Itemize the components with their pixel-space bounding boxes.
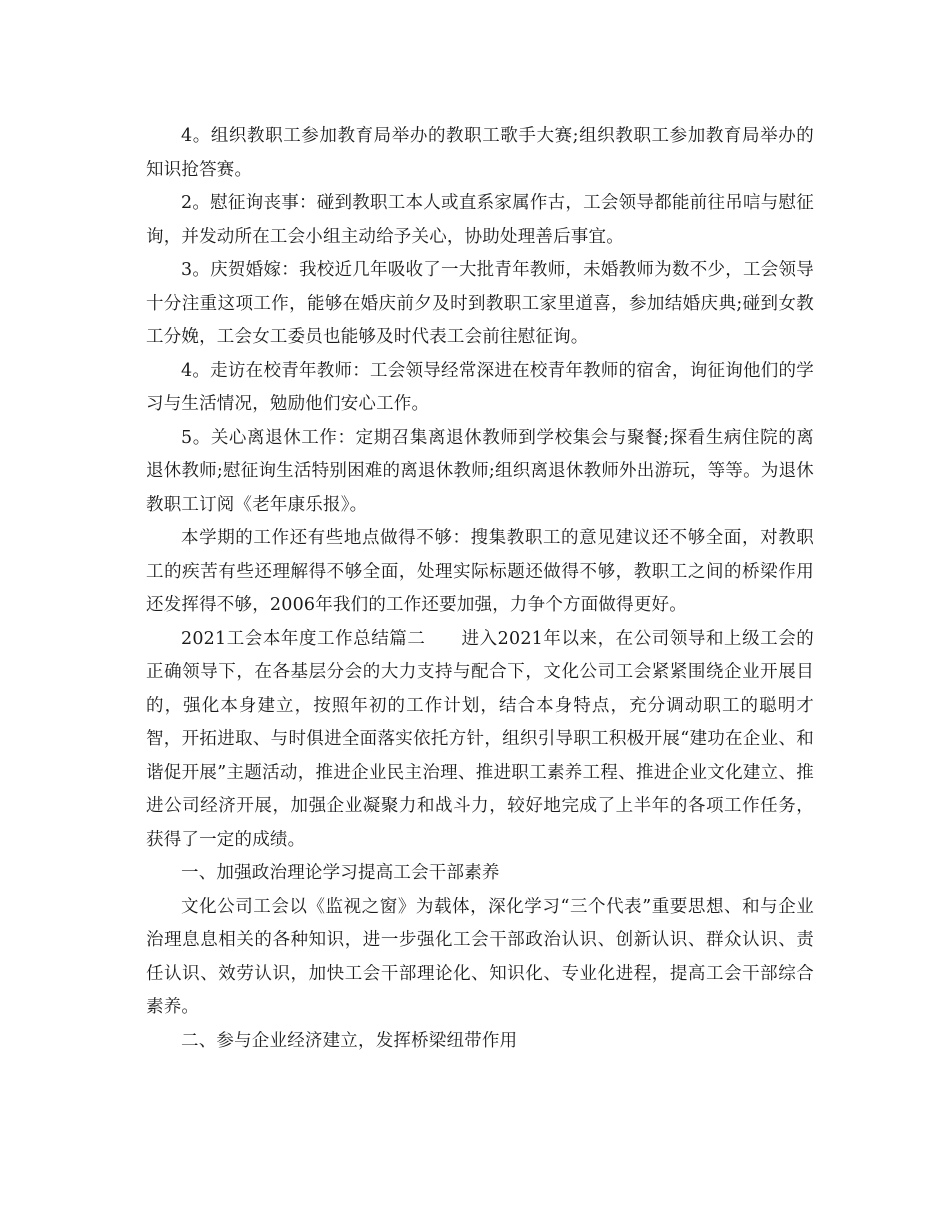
paragraph-shortcomings: 本学期的工作还有些地点做得不够：搜集教职工的意见建议还不够全面，对教职工的疾苦有些还理解得不够全面，处理实际标题还做得不够，教职工之间的桥梁作用还发挥得不够，2006年我们的工作还要加强，力争个方面做得更好。 bbox=[146, 528, 814, 615]
paragraph-retirees: 5。关心离退休工作：定期召集离退休教师到学校集会与聚餐;探看生病住院的离退休教师;慰征询生活特别困难的离退休教师;组织离退休教师外出游玩，等等。为退休教职工订阅《老年康乐报》。 bbox=[146, 427, 814, 515]
paragraph-young-teachers: 4。走访在校青年教师：工会领导经常深进在校青年教师的宿舍，询征询他们的学习与生活情况，勉励他们安心工作。 bbox=[146, 360, 814, 414]
paragraph-condolence: 2。慰征询丧事：碰到教职工本人或直系家属作古，工会领导都能前往吊唁与慰征询，并发动所在工会小组主动给予关心，协助处理善后事宜。 bbox=[146, 193, 814, 247]
section-heading-one: 一、加强政治理论学习提高工会干部素养 bbox=[181, 863, 500, 883]
document-body bbox=[146, 120, 814, 1058]
paragraph-political-study: 文化公司工会以《监视之窗》为载体，深化学习“三个代表”重要思想、和与企业治理息息相关的各种知识，进一步强化工会干部政治认识、创新认识、群众认识、责任认识、效劳认识，加快工会干部理论化、知识化、专业化进程，提高工会干部综合素养。 bbox=[146, 896, 814, 1017]
paragraph-summary-part-two: 2021工会本年度工作总结篇二 进入2021年以来，在公司领导和上级工会的正确领导下，在各基层分会的大力支持与配合下，文化公司工会紧紧围绕企业开展目的，强化本身建立，按照年初的工作计划，结合本身特点，充分调动职工的聪明才智，开拓进取、与时俱进全面落实依托方针，组织引导职工积极开展“建功在企业、和谐促开展”主题活动，推进企业民主治理、推进职工素养工程、推进企业文化建立、推进公司经济开展，加强企业凝聚力和战斗力，较好地完成了上半年的各项工作任务，获得了一定的成绩。 bbox=[146, 628, 814, 850]
paragraph-activities-competitions: 4。组织教职工参加教育局举办的教职工歌手大赛;组织教职工参加教育局举办的知识抢答赛。 bbox=[146, 126, 814, 180]
section-heading-two: 二、参与企业经济建立，发挥桥梁纽带作用 bbox=[181, 1030, 518, 1051]
paragraph-weddings: 3。庆贺婚嫁：我校近几年吸收了一大批青年教师，未婚教师为数不少，工会领导十分注重这项工作，能够在婚庆前夕及时到教职工家里道喜，参加结婚庆典;碰到女教工分娩，工会女工委员也能够及时代表工会前往慰征询。 bbox=[146, 260, 814, 347]
